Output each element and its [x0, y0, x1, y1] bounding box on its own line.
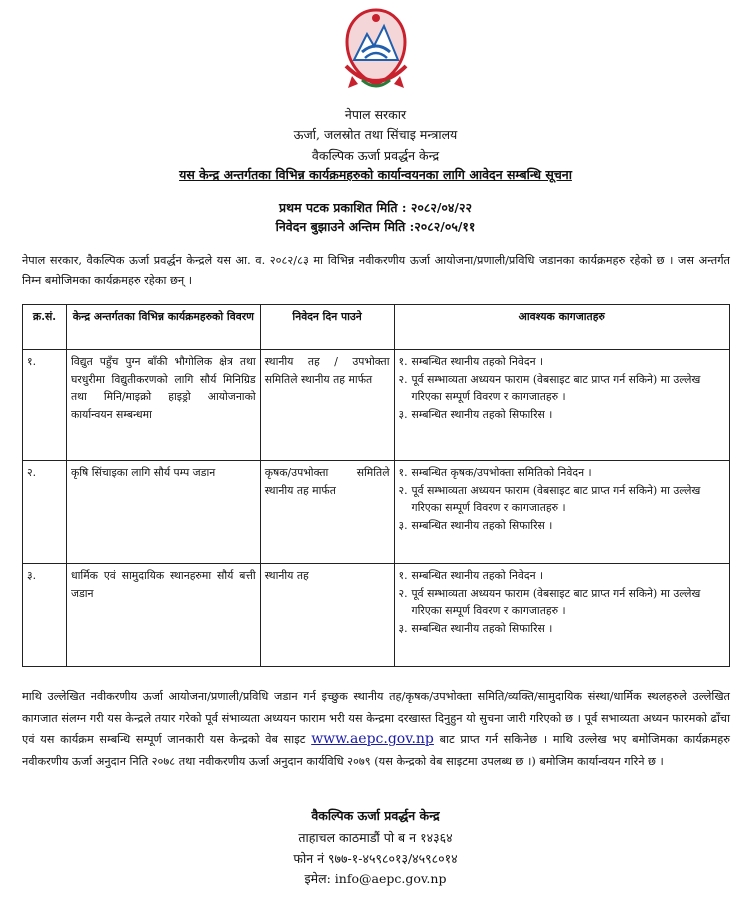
footer-address: ताहाचल काठमाडौं पो ब न १४३६४ [298, 830, 453, 845]
table-header-row [23, 305, 730, 350]
row-serial: २. [23, 461, 67, 564]
row-serial: ३. [23, 564, 67, 667]
row-documents [394, 461, 729, 564]
program-table [22, 304, 730, 667]
header-program: केन्द्र अन्तर्गतका विभिन्न कार्यक्रमहरुको विवरण [66, 305, 260, 350]
row-documents [394, 350, 729, 461]
row-applicant: कृषक/उपभोक्ता समितिले स्थानीय तह मार्फत [260, 461, 394, 564]
document-item: ३. सम्बन्धित स्थानीय तहको सिफारिस । [398, 407, 553, 421]
footer-email: इमेल: info@aepc.gov.np [304, 871, 447, 886]
ministry-name: ऊर्जा, जलस्रोत तथा सिंचाइ मन्त्रालय [293, 127, 458, 142]
first-publish-date: प्रथम पटक प्रकाशित मिति : २०८२/०४/२२ [279, 200, 472, 215]
row-serial: १. [23, 350, 67, 461]
document-item: ३. सम्बन्धित स्थानीय तहको सिफारिस । [398, 621, 553, 635]
table-row [23, 350, 730, 461]
nepal-emblem-icon [334, 4, 418, 100]
row-program: कृषि सिंचाइका लागि सौर्य पम्प जडान [66, 461, 260, 564]
notice-subject: यस केन्द्र अन्तर्गतका विभिन्न कार्यक्रमहरुको कार्यान्वयनका लागि आवेदन सम्बन्धि सूचना [179, 167, 572, 182]
footer-org-name: वैकल्पिक ऊर्जा प्रवर्द्धन केन्द्र [311, 808, 440, 823]
header-applicant: निवेदन दिन पाउने [260, 305, 394, 350]
closing-paragraph [22, 686, 730, 772]
row-documents [394, 564, 729, 667]
row-program: विद्युत पहुँच पुग्न बाँकी भौगोलिक क्षेत्र तथा घरधुरीमा विद्युतीकरणको लागि सौर्य मिनिग्रिड तथा मिनि/माइक्रो हाइड्रो आयोजनाको कार्यान्वयन सम्बन्धमा [66, 350, 260, 461]
table-row [23, 564, 730, 667]
document-item: १. सम्बन्धित स्थानीय तहको निवेदन । [398, 355, 544, 368]
document-item: १. सम्बन्धित कृषक/उपभोक्ता समितिको निवेदन । [398, 466, 592, 479]
document-item: १. सम्बन्धित स्थानीय तहको निवेदन । [398, 569, 544, 582]
center-name: वैकल्पिक ऊर्जा प्रवर्द्धन केन्द्र [311, 148, 440, 163]
website-link[interactable]: www.aepc.gov.np [311, 731, 434, 747]
document-item: ३. सम्बन्धित स्थानीय तहको सिफारिस । [398, 518, 553, 532]
document-item: २. पूर्व सम्भाव्यता अध्ययन फाराम (वेबसाइट बाट प्राप्त गर्न सकिने) मा उल्लेख गरिएका सम्पूर्ण विवरण र कागजातहरु । [398, 586, 701, 617]
row-applicant: स्थानीय तह / उपभोक्ता समितिले स्थानीय तह मार्फत [260, 350, 394, 461]
document-item: २. पूर्व सम्भाव्यता अध्ययन फाराम (वेबसाइट बाट प्राप्त गर्न सकिने) मा उल्लेख गरिएका सम्पूर्ण विवरण र कागजातहरु । [398, 372, 701, 403]
application-deadline: निवेदन बुझाउने अन्तिम मिति :२०८२/०५/११ [275, 219, 476, 234]
header-documents: आवश्यक कागजातहरु [394, 305, 729, 350]
row-applicant: स्थानीय तह [260, 564, 394, 667]
row-program: धार्मिक एवं सामुदायिक स्थानहरुमा सौर्य बत्ती जडान [66, 564, 260, 667]
government-name: नेपाल सरकार [344, 107, 407, 122]
document-item: २. पूर्व सम्भाव्यता अध्ययन फाराम (वेबसाइट बाट प्राप्त गर्न सकिने) मा उल्लेख गरिएका सम्पूर्ण विवरण र कागजातहरु । [398, 483, 701, 514]
footer-phone: फोन नं ९७७-१-४५९८०१३/४५९८०१४ [293, 851, 458, 866]
closing-text-part2: बाट प्राप्त गर्न सकिनेछ । माथि उल्लेख भए बमोजिमका कार्यक्रमहरु नवीकरणीय ऊर्जा अनुदान निति २०७८ तथा नवीकरणीय ऊर्जा अनुदान कार्यविधि २०७९ (यस केन्द्रको वेब साइटमा उपलब्ध छ ।) बमोजिम कार्यान्वयन गरिने छ । [22, 733, 731, 768]
closing-text-part1: माथि उल्लेखित नवीकरणीय ऊर्जा आयोजना/प्रणाली/प्रविधि जडान गर्न इच्छुक स्थानीय तह/कृषक/उपभोक्ता समिति/व्यक्ति/सामुदायिक संस्था/धार्मिक स्थलहरुले उल्लेखित कागजात संलग्न गरी यस केन्द्रले तयार गरेको पूर्व संभाव्यता अध्ययन फाराम भरी यस केन्द्रमा दरखास्त दिनुहुन यो सुचना जारी गरिएको छ । पूर्व सभाव्यता अध्यन फारमको ढाँचा एवं यस कार्यक्रम सम्बन्धि सम्पूर्ण जानकारी यस केन्द्रको वेब साइट [22, 690, 730, 746]
header-serial: क्र.सं. [23, 305, 67, 350]
intro-paragraph: नेपाल सरकार, वैकल्पिक ऊर्जा प्रवर्द्धन केन्द्रले यस आ. व. २०८२/८३ मा विभिन्न नवीकरणीय ऊर्जा आयोजना/प्रणाली/प्रविधि जडानका कार्यक्रमहरु रहेको छ । जस अन्तर्गत निम्न बमोजिमका कार्यक्रमहरु रहेका छन् । [22, 254, 730, 287]
table-row [23, 461, 730, 564]
